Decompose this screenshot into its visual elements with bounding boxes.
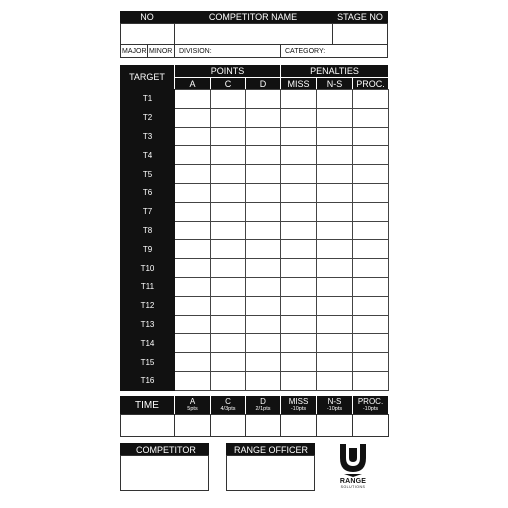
target-label: T6 <box>121 183 175 202</box>
score-cell[interactable] <box>281 183 317 202</box>
score-cell[interactable] <box>281 221 317 240</box>
time-col-pts: 5pts <box>187 406 198 413</box>
score-cell[interactable] <box>211 277 246 296</box>
score-cell[interactable] <box>317 146 353 165</box>
score-cell[interactable] <box>246 296 281 315</box>
time-header: TIME <box>120 396 174 415</box>
minor-field[interactable] <box>147 44 175 58</box>
score-cell[interactable] <box>175 315 211 334</box>
score-cell[interactable] <box>175 108 211 127</box>
score-cell[interactable] <box>175 240 211 259</box>
range-officer-sign-field[interactable] <box>226 455 315 491</box>
score-cell[interactable] <box>246 108 281 127</box>
time-col-header <box>210 396 245 415</box>
division-field[interactable] <box>174 44 281 58</box>
score-cell[interactable] <box>211 353 246 372</box>
target-label: T11 <box>121 277 175 296</box>
score-grid <box>120 89 389 391</box>
score-cell[interactable] <box>317 277 353 296</box>
score-cell[interactable] <box>353 127 389 146</box>
score-cell[interactable] <box>246 146 281 165</box>
time-col-name: D <box>260 397 266 407</box>
time-col-header <box>316 396 352 415</box>
score-cell[interactable] <box>353 183 389 202</box>
score-cell[interactable] <box>317 315 353 334</box>
score-cell[interactable] <box>317 259 353 278</box>
score-cell[interactable] <box>211 240 246 259</box>
col-c-header: C <box>210 77 245 89</box>
score-cell[interactable] <box>353 165 389 184</box>
score-cell[interactable] <box>175 334 211 353</box>
target-row <box>121 259 389 278</box>
time-col-name: C <box>225 397 231 407</box>
score-cell[interactable] <box>317 353 353 372</box>
target-row <box>121 183 389 202</box>
no-field[interactable] <box>120 23 175 45</box>
time-col-name: A <box>189 397 196 407</box>
score-cell[interactable] <box>175 183 211 202</box>
logo-sub: SOLUTIONS <box>340 485 366 489</box>
score-cell[interactable] <box>211 296 246 315</box>
competitor-name-header: COMPETITOR NAME <box>174 11 332 23</box>
time-col-pts: -10pts <box>362 406 379 413</box>
score-cell[interactable] <box>353 277 389 296</box>
score-cell[interactable] <box>281 277 317 296</box>
target-row <box>121 165 389 184</box>
score-cell[interactable] <box>353 240 389 259</box>
target-row <box>121 90 389 109</box>
division-label: DIVISION: <box>179 47 212 55</box>
range-solutions-logo <box>328 440 378 492</box>
target-row <box>121 221 389 240</box>
score-cell[interactable] <box>353 334 389 353</box>
major-field[interactable] <box>120 44 148 58</box>
score-cell[interactable] <box>317 221 353 240</box>
score-cell[interactable] <box>317 127 353 146</box>
target-row <box>121 315 389 334</box>
target-row <box>121 353 389 372</box>
score-cell[interactable] <box>353 108 389 127</box>
score-cell[interactable] <box>246 165 281 184</box>
score-cell[interactable] <box>246 202 281 221</box>
score-cell[interactable] <box>211 183 246 202</box>
score-cell[interactable] <box>211 202 246 221</box>
score-cell[interactable] <box>281 371 317 390</box>
minor-label: MINOR <box>149 47 173 55</box>
score-cell[interactable] <box>175 90 211 109</box>
score-cell[interactable] <box>353 202 389 221</box>
time-col-pts: 2/1pts <box>255 406 271 413</box>
score-cell[interactable] <box>175 127 211 146</box>
target-label: T5 <box>121 165 175 184</box>
col-ns-header: N-S <box>316 77 352 89</box>
logo-brand: RANGE <box>339 478 367 485</box>
target-label: T16 <box>121 371 175 390</box>
time-col-header <box>245 396 280 415</box>
total-field[interactable] <box>352 414 389 437</box>
score-cell[interactable] <box>175 277 211 296</box>
score-cell[interactable] <box>175 259 211 278</box>
category-label: CATEGORY: <box>285 47 326 55</box>
major-label: MAJOR <box>122 47 147 55</box>
target-row <box>121 108 389 127</box>
range-officer-sign-header: RANGE OFFICER <box>226 443 315 456</box>
score-cell[interactable] <box>353 90 389 109</box>
score-cell[interactable] <box>175 221 211 240</box>
total-field[interactable] <box>174 414 211 437</box>
penalties-header: PENALTIES <box>280 65 388 77</box>
total-field[interactable] <box>245 414 281 437</box>
score-cell[interactable] <box>317 165 353 184</box>
score-cell[interactable] <box>281 127 317 146</box>
score-cell[interactable] <box>211 108 246 127</box>
target-row <box>121 277 389 296</box>
target-label: T2 <box>121 108 175 127</box>
score-cell[interactable] <box>317 296 353 315</box>
score-cell[interactable] <box>353 296 389 315</box>
score-cell[interactable] <box>211 90 246 109</box>
score-cell[interactable] <box>317 202 353 221</box>
score-cell[interactable] <box>175 371 211 390</box>
target-label: T1 <box>121 90 175 109</box>
col-miss-header: MISS <box>280 77 316 89</box>
score-cell[interactable] <box>353 371 389 390</box>
score-cell[interactable] <box>281 108 317 127</box>
score-cell[interactable] <box>246 353 281 372</box>
score-cell[interactable] <box>175 296 211 315</box>
target-row <box>121 127 389 146</box>
stage-no-header: STAGE NO <box>332 11 388 23</box>
score-cell[interactable] <box>281 90 317 109</box>
score-cell[interactable] <box>353 146 389 165</box>
time-col-name: N-S <box>327 397 342 407</box>
time-col-name: MISS <box>288 397 309 407</box>
score-cell[interactable] <box>281 334 317 353</box>
target-label: T10 <box>121 259 175 278</box>
target-row <box>121 371 389 390</box>
competitor-name-field[interactable] <box>174 23 333 45</box>
score-cell[interactable] <box>246 127 281 146</box>
score-cell[interactable] <box>317 183 353 202</box>
score-cell[interactable] <box>281 315 317 334</box>
time-col-pts: 4/3pts <box>220 406 236 413</box>
score-cell[interactable] <box>246 221 281 240</box>
col-d-header: D <box>245 77 280 89</box>
score-cell[interactable] <box>246 315 281 334</box>
total-field[interactable] <box>210 414 246 437</box>
target-label: T7 <box>121 202 175 221</box>
target-label: T14 <box>121 334 175 353</box>
score-cell[interactable] <box>175 353 211 372</box>
target-label: T4 <box>121 146 175 165</box>
score-cell[interactable] <box>211 127 246 146</box>
score-cell[interactable] <box>175 165 211 184</box>
score-cell[interactable] <box>281 296 317 315</box>
col-a-header: A <box>174 77 210 89</box>
time-col-pts: -10pts <box>326 406 343 413</box>
score-cell[interactable] <box>246 240 281 259</box>
points-header: POINTS <box>174 65 280 77</box>
score-cell[interactable] <box>317 108 353 127</box>
score-cell[interactable] <box>246 334 281 353</box>
total-field[interactable] <box>280 414 317 437</box>
score-cell[interactable] <box>175 202 211 221</box>
score-cell[interactable] <box>317 334 353 353</box>
target-row <box>121 146 389 165</box>
target-label: T8 <box>121 221 175 240</box>
time-field[interactable] <box>120 414 175 437</box>
score-cell[interactable] <box>211 221 246 240</box>
score-cell[interactable] <box>246 259 281 278</box>
target-row <box>121 202 389 221</box>
score-cell[interactable] <box>353 259 389 278</box>
score-cell[interactable] <box>353 315 389 334</box>
no-header: NO <box>120 11 174 23</box>
time-col-header <box>352 396 388 415</box>
target-label: T9 <box>121 240 175 259</box>
competitor-sign-header: COMPETITOR <box>120 443 209 456</box>
target-label: T12 <box>121 296 175 315</box>
range-solutions-shield-icon <box>328 440 378 478</box>
score-cell[interactable] <box>211 315 246 334</box>
score-cell[interactable] <box>246 90 281 109</box>
score-cell[interactable] <box>211 371 246 390</box>
time-col-pts: -10pts <box>290 406 307 413</box>
target-label: T3 <box>121 127 175 146</box>
score-cell[interactable] <box>317 371 353 390</box>
col-proc-header: PROC. <box>352 77 388 89</box>
score-cell[interactable] <box>317 90 353 109</box>
target-row <box>121 296 389 315</box>
score-cell[interactable] <box>246 183 281 202</box>
score-cell[interactable] <box>175 146 211 165</box>
target-header: TARGET <box>120 65 174 89</box>
target-label: T13 <box>121 315 175 334</box>
time-col-name: PROC. <box>357 397 384 407</box>
total-field[interactable] <box>316 414 353 437</box>
score-cell[interactable] <box>211 146 246 165</box>
score-cell[interactable] <box>211 334 246 353</box>
score-cell[interactable] <box>281 240 317 259</box>
score-cell[interactable] <box>353 353 389 372</box>
target-label: T15 <box>121 353 175 372</box>
score-cell[interactable] <box>281 259 317 278</box>
score-cell[interactable] <box>317 240 353 259</box>
score-cell[interactable] <box>281 353 317 372</box>
score-cell[interactable] <box>211 259 246 278</box>
score-cell[interactable] <box>246 371 281 390</box>
score-cell[interactable] <box>281 146 317 165</box>
target-row <box>121 334 389 353</box>
score-cell[interactable] <box>281 202 317 221</box>
score-cell[interactable] <box>246 277 281 296</box>
time-col-header <box>280 396 316 415</box>
score-cell[interactable] <box>353 221 389 240</box>
time-col-header <box>174 396 210 415</box>
target-row <box>121 240 389 259</box>
score-cell[interactable] <box>211 165 246 184</box>
category-field[interactable] <box>280 44 388 58</box>
competitor-sign-field[interactable] <box>120 455 209 491</box>
score-cell[interactable] <box>281 165 317 184</box>
stage-no-field[interactable] <box>332 23 388 45</box>
